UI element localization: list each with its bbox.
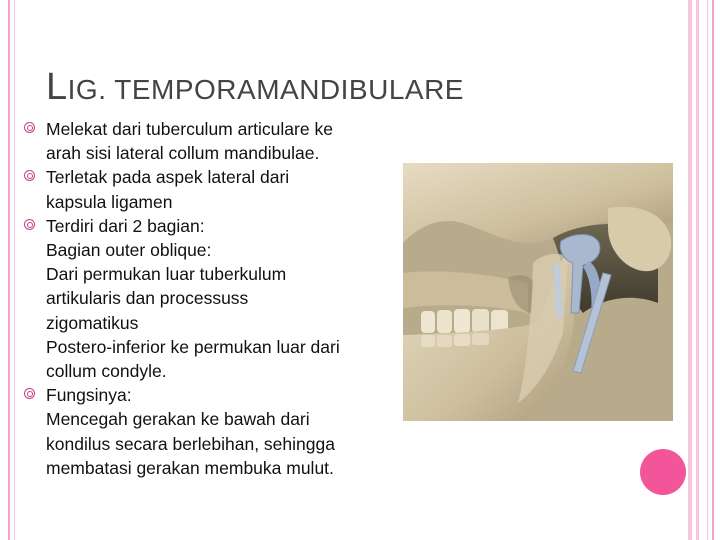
slide-title	[46, 66, 646, 109]
tmj-skull-illustration	[403, 163, 673, 421]
frame-left-outer	[8, 0, 10, 540]
bullet-line: kapsula ligamen	[46, 191, 173, 212]
bullet-item-2	[18, 165, 388, 213]
bullet-line: Postero-inferior ke permukan luar dari	[46, 336, 340, 357]
tooth	[437, 335, 452, 347]
lower-teeth	[421, 333, 489, 347]
bullet-line: Bagian outer oblique:	[46, 240, 212, 261]
bullet-line: Terletak pada aspek lateral dari	[46, 167, 290, 188]
frame-right-col2	[696, 0, 699, 540]
bullet-line: zigomatikus	[46, 312, 139, 333]
tooth	[472, 309, 489, 333]
bullet-icon	[24, 219, 35, 230]
title-initial: L	[46, 66, 68, 108]
tooth	[454, 334, 470, 346]
bullet-line: arah sisi lateral collum mandibulae.	[46, 143, 320, 164]
tooth	[454, 309, 470, 333]
bullet-icon	[24, 388, 35, 399]
bullet-list	[18, 117, 388, 480]
title-rest: IG. TEMPORAMANDIBULARE	[67, 74, 464, 105]
bullet-line: kondilus secara berlebihan, sehingga	[46, 433, 335, 454]
pink-circle-decoration	[640, 449, 686, 495]
tooth	[472, 333, 489, 345]
tooth	[421, 311, 435, 333]
frame-right-inner	[707, 0, 708, 540]
bullet-line: Fungsinya:	[46, 385, 132, 406]
frame-right-col	[688, 0, 692, 540]
upper-teeth	[421, 309, 508, 333]
bullet-line: Melekat dari tuberculum articulare ke	[46, 119, 333, 139]
bullet-icon	[24, 170, 35, 181]
bullet-line: Mencegah gerakan ke bawah dari	[46, 409, 310, 430]
bullet-line: Dari permukan luar tuberkulum	[46, 264, 287, 285]
bullet-icon	[24, 122, 35, 133]
bullet-item-1	[18, 117, 388, 165]
bullet-line: artikularis dan processuss	[46, 288, 249, 309]
tooth	[421, 335, 435, 347]
frame-left-inner	[14, 0, 15, 540]
bullet-line: collum condyle.	[46, 361, 167, 382]
bullet-item-3	[18, 214, 388, 383]
bullet-line: Terdiri dari 2 bagian:	[46, 215, 205, 236]
bullet-item-4	[18, 383, 388, 480]
tooth	[437, 310, 452, 333]
frame-right-outer	[712, 0, 714, 540]
bullet-line: membatasi gerakan membuka mulut.	[46, 457, 334, 478]
